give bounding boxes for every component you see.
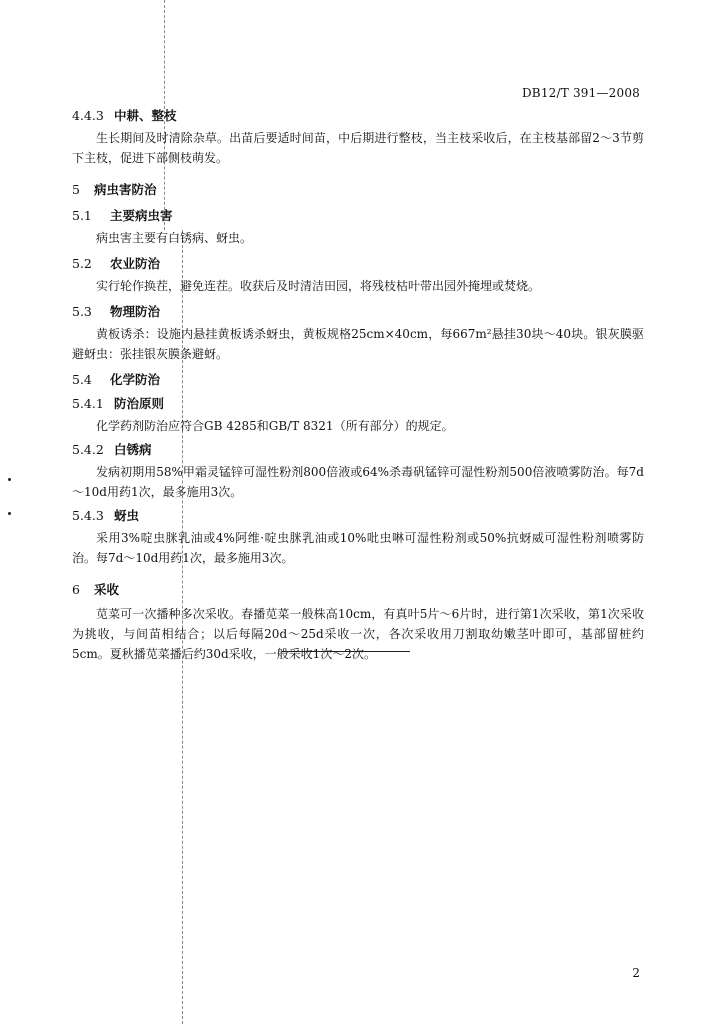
section-heading bbox=[72, 206, 644, 226]
section-title: 主要病虫害 bbox=[110, 208, 173, 223]
document-body bbox=[72, 106, 644, 666]
section-number: 5.1 bbox=[72, 208, 92, 223]
section-title: 化学防治 bbox=[110, 372, 161, 387]
section-title: 物理防治 bbox=[110, 304, 161, 319]
scan-mark bbox=[8, 478, 11, 481]
section-title: 蚜虫 bbox=[114, 508, 140, 523]
paragraph: 病虫害主要有白锈病、蚜虫。 bbox=[96, 231, 253, 245]
section-number: 4.4.3 bbox=[72, 108, 104, 123]
section-title: 农业防治 bbox=[110, 256, 161, 271]
section-title: 采收 bbox=[94, 582, 120, 597]
paragraph: 化学药剂防治应符合GB 4285和GB/T 8321（所有部分）的规定。 bbox=[96, 419, 454, 433]
section-number: 5.4.1 bbox=[72, 396, 104, 411]
end-rule bbox=[282, 651, 410, 652]
section-number: 5 bbox=[72, 182, 80, 197]
section-number: 6 bbox=[72, 582, 80, 597]
paragraph: 发病初期用58%甲霜灵锰锌可湿性粉剂800倍液或64%杀毒矾锰锌可湿性粉剂500倍液喷雾防治。每7d～10d用药1次，最多施用3次。 bbox=[72, 465, 644, 499]
paragraph: 黄板诱杀：设施内悬挂黄板诱杀蚜虫，黄板规格25cm×40cm，每667m²悬挂30块～40块。银灰膜驱避蚜虫：张挂银灰膜条避蚜。 bbox=[72, 327, 644, 361]
paragraph: 实行轮作换茬，避免连茬。收获后及时清洁田园，将残枝枯叶带出园外掩埋或焚烧。 bbox=[96, 279, 541, 293]
section-number: 5.4 bbox=[72, 372, 92, 387]
section-title: 白锈病 bbox=[114, 442, 152, 457]
paragraph: 采用3%啶虫脒乳油或4%阿维·啶虫脒乳油或10%吡虫啉可湿性粉剂或50%抗蚜威可湿性粉剂喷雾防治。每7d～10d用药1次，最多施用3次。 bbox=[72, 531, 644, 565]
section-heading bbox=[72, 302, 644, 322]
section-title: 中耕、整枝 bbox=[114, 108, 177, 123]
section-heading bbox=[72, 440, 644, 460]
section-heading bbox=[72, 394, 644, 414]
section-number: 5.2 bbox=[72, 256, 92, 271]
page-number: 2 bbox=[632, 966, 640, 980]
document-code: DB12/T 391—2008 bbox=[521, 86, 640, 100]
section-heading bbox=[72, 106, 644, 126]
section-heading bbox=[72, 506, 644, 526]
section-heading bbox=[72, 370, 644, 390]
section-number: 5.3 bbox=[72, 304, 92, 319]
section-heading bbox=[72, 254, 644, 274]
section-number: 5.4.2 bbox=[72, 442, 104, 457]
scan-mark bbox=[8, 512, 11, 515]
section-title: 防治原则 bbox=[114, 396, 165, 411]
paragraph: 生长期间及时清除杂草。出苗后要适时间苗，中后期进行整枝，当主枝采收后，在主枝基部留2～3节剪下主枝，促进下部侧枝萌发。 bbox=[72, 131, 644, 165]
section-heading bbox=[72, 580, 644, 600]
section-title: 病虫害防治 bbox=[94, 182, 157, 197]
section-heading bbox=[72, 180, 644, 200]
paragraph: 苋菜可一次播种多次采收。春播苋菜一般株高10cm，有真叶5片～6片时，进行第1次采收，第1次采收为挑收，与间苗相结合；以后每隔20d～25d采收一次，各次采收用刀割取幼嫩茎叶即可，基部留桩约5cm。夏秋播苋菜播后约30d采收，一般采收1次～2次。 bbox=[72, 607, 644, 661]
section-number: 5.4.3 bbox=[72, 508, 104, 523]
